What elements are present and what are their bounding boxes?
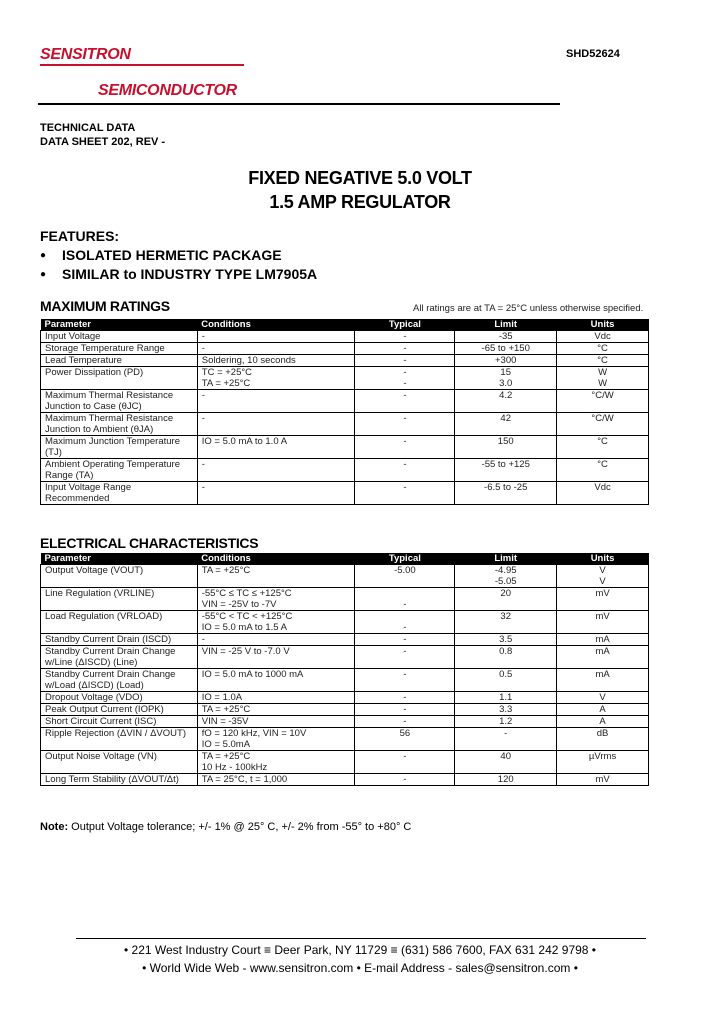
column-header: Typical: [355, 319, 455, 331]
table-row: [41, 774, 649, 786]
cell-limit: 15 3.0: [455, 367, 557, 390]
title-line-2: 1.5 AMP REGULATOR: [269, 192, 451, 212]
table-row: [41, 611, 649, 634]
cell-units: µVrms: [557, 751, 649, 774]
technical-data-label: TECHNICAL DATA: [40, 122, 136, 134]
cell-units: Vdc: [557, 331, 649, 343]
table-row: [41, 716, 649, 728]
cell-parameter: Maximum Thermal Resistance Junction to Case (θJC): [41, 390, 198, 413]
cell-limit: 1.2: [455, 716, 557, 728]
table-row: [41, 588, 649, 611]
cell-units: °C: [557, 459, 649, 482]
cell-typical: -: [355, 331, 455, 343]
cell-units: °C: [557, 355, 649, 367]
cell-units: mV: [557, 611, 649, 634]
column-header: Parameter: [41, 553, 198, 565]
table-row: [41, 413, 649, 436]
tolerance-note: [40, 821, 411, 833]
cell-units: dB: [557, 728, 649, 751]
cell-parameter: Maximum Thermal Resistance Junction to Ambient (θJA): [41, 413, 198, 436]
cell-conditions: Soldering, 10 seconds: [197, 355, 355, 367]
elec-char-heading: ELECTRICAL CHARACTERISTICS: [40, 535, 259, 551]
company-logo: [40, 46, 237, 100]
cell-limit: 0.8: [455, 646, 557, 669]
column-header: Parameter: [41, 319, 198, 331]
cell-conditions: IO = 5.0 mA to 1000 mA: [197, 669, 355, 692]
cell-typical: -: [355, 343, 455, 355]
cell-typical: 56: [355, 728, 455, 751]
max-ratings-table: [40, 319, 649, 505]
cell-parameter: Output Voltage (VOUT): [41, 565, 198, 588]
cell-conditions: -: [197, 634, 355, 646]
cell-parameter: Input Voltage: [41, 331, 198, 343]
cell-conditions: TC = +25°C TA = +25°C: [197, 367, 355, 390]
cell-conditions: TA = +25°C: [197, 704, 355, 716]
cell-parameter: Dropout Voltage (VDO): [41, 692, 198, 704]
cell-limit: 42: [455, 413, 557, 436]
cell-units: V V: [557, 565, 649, 588]
footer-contact: • World Wide Web - www.sensitron.com • E-mail Address - sales@sensitron.com •: [142, 961, 578, 975]
cell-limit: 20: [455, 588, 557, 611]
cell-typical: -: [355, 704, 455, 716]
cell-conditions: -: [197, 331, 355, 343]
table-row: [41, 565, 649, 588]
cell-parameter: Standby Current Drain (ISCD): [41, 634, 198, 646]
cell-conditions: -: [197, 459, 355, 482]
table-row: [41, 436, 649, 459]
features-heading: FEATURES:: [40, 228, 120, 244]
note-text: Output Voltage tolerance; +/- 1% @ 25° C, +/- 2% from -55° to +80° C: [68, 821, 412, 833]
cell-conditions: -55°C < TC < +125°C IO = 5.0 mA to 1.5 A: [197, 611, 355, 634]
electrical-characteristics-table: [40, 553, 649, 786]
cell-units: mV: [557, 774, 649, 786]
data-sheet-label: DATA SHEET 202, REV -: [40, 136, 166, 148]
table-row: [41, 704, 649, 716]
cell-typical: -: [355, 774, 455, 786]
cell-parameter: Load Regulation (VRLOAD): [41, 611, 198, 634]
cell-parameter: Standby Current Drain Change w/Load (ΔISCD) (Load): [41, 669, 198, 692]
cell-units: °C/W: [557, 390, 649, 413]
cell-parameter: Line Regulation (VRLINE): [41, 588, 198, 611]
table-row: [41, 355, 649, 367]
cell-limit: -: [455, 728, 557, 751]
cell-units: Vdc: [557, 482, 649, 505]
cell-limit: -65 to +150: [455, 343, 557, 355]
table-row: [41, 751, 649, 774]
column-header: Typical: [355, 553, 455, 565]
cell-conditions: TA = 25°C, t = 1,000: [197, 774, 355, 786]
table-row: [41, 634, 649, 646]
cell-limit: 1.1: [455, 692, 557, 704]
cell-units: mA: [557, 634, 649, 646]
cell-parameter: Ambient Operating Temperature Range (TA): [41, 459, 198, 482]
cell-limit: 3.3: [455, 704, 557, 716]
cell-parameter: Output Noise Voltage (VN): [41, 751, 198, 774]
ratings-note: All ratings are at TA = 25°C unless otherwise specified.: [413, 303, 644, 314]
cell-limit: 3.5: [455, 634, 557, 646]
cell-typical: -: [355, 390, 455, 413]
cell-typical: -: [355, 692, 455, 704]
cell-parameter: Lead Temperature: [41, 355, 198, 367]
table-row: [41, 331, 649, 343]
cell-limit: 120: [455, 774, 557, 786]
note-label: Note:: [40, 821, 69, 833]
cell-conditions: -: [197, 390, 355, 413]
table-row: [41, 669, 649, 692]
cell-parameter: Ripple Rejection (ΔVIN / ΔVOUT): [41, 728, 198, 751]
title-line-1: FIXED NEGATIVE 5.0 VOLT: [248, 168, 472, 188]
column-header: Units: [557, 553, 649, 565]
technical-data-block: [40, 121, 165, 149]
cell-typical: -: [355, 716, 455, 728]
cell-limit: 4.2: [455, 390, 557, 413]
cell-parameter: Peak Output Current (IOPK): [41, 704, 198, 716]
column-header: Units: [557, 319, 649, 331]
table-row: [41, 459, 649, 482]
feature-item: ● ISOLATED HERMETIC PACKAGE: [40, 247, 282, 263]
cell-limit: -35: [455, 331, 557, 343]
column-header: Limit: [455, 319, 557, 331]
cell-parameter: Input Voltage Range Recommended: [41, 482, 198, 505]
cell-units: °C: [557, 436, 649, 459]
column-header: Conditions: [197, 553, 355, 565]
table-row: [41, 646, 649, 669]
cell-typical: -: [355, 588, 455, 611]
cell-conditions: -: [197, 343, 355, 355]
cell-typical: -: [355, 413, 455, 436]
bullet-icon: ●: [40, 269, 47, 280]
cell-limit: -4.95 -5.05: [455, 565, 557, 588]
cell-conditions: -: [197, 413, 355, 436]
features-list: [40, 246, 317, 284]
cell-parameter: Power Dissipation (PD): [41, 367, 198, 390]
table-row: [41, 728, 649, 751]
cell-units: °C/W: [557, 413, 649, 436]
cell-limit: 0.5: [455, 669, 557, 692]
cell-typical: -: [355, 436, 455, 459]
cell-parameter: Short Circuit Current (ISC): [41, 716, 198, 728]
table-header-row: [41, 553, 649, 565]
cell-units: A: [557, 716, 649, 728]
cell-conditions: TA = +25°C: [197, 565, 355, 588]
column-header: Limit: [455, 553, 557, 565]
cell-conditions: VIN = -25 V to -7.0 V: [197, 646, 355, 669]
cell-conditions: -: [197, 482, 355, 505]
cell-limit: +300: [455, 355, 557, 367]
table-row: [41, 482, 649, 505]
cell-limit: -6.5 to -25: [455, 482, 557, 505]
cell-units: A: [557, 704, 649, 716]
table-row: [41, 367, 649, 390]
cell-conditions: IO = 5.0 mA to 1.0 A: [197, 436, 355, 459]
table-row: [41, 390, 649, 413]
footer-address: • 221 West Industry Court ≡ Deer Park, NY 11729 ≡ (631) 586 7600, FAX 631 242 9798 •: [123, 943, 596, 957]
table-row: [41, 692, 649, 704]
cell-typical: -: [355, 611, 455, 634]
cell-units: °C: [557, 343, 649, 355]
cell-parameter: Standby Current Drain Change w/Line (ΔISCD) (Line): [41, 646, 198, 669]
page-title: [0, 166, 720, 214]
cell-units: mA: [557, 669, 649, 692]
cell-limit: 40: [455, 751, 557, 774]
logo-line-2: SEMICONDUCTOR: [98, 82, 237, 99]
cell-parameter: Storage Temperature Range: [41, 343, 198, 355]
header-divider: [38, 103, 560, 105]
logo-underline: [98, 64, 244, 66]
table-row: [41, 343, 649, 355]
table-header-row: [41, 319, 649, 331]
cell-conditions: fO = 120 kHz, VIN = 10V IO = 5.0mA: [197, 728, 355, 751]
cell-units: mA: [557, 646, 649, 669]
cell-parameter: Maximum Junction Temperature (TJ): [41, 436, 198, 459]
cell-typical: -5.00: [355, 565, 455, 588]
footer-divider: [76, 938, 646, 939]
cell-units: mV: [557, 588, 649, 611]
cell-typical: -: [355, 634, 455, 646]
cell-typical: -: [355, 355, 455, 367]
cell-typical: -: [355, 669, 455, 692]
cell-units: W W: [557, 367, 649, 390]
cell-units: V: [557, 692, 649, 704]
cell-limit: 150: [455, 436, 557, 459]
cell-parameter: Long Term Stability (ΔVOUT/Δt): [41, 774, 198, 786]
cell-typical: - -: [355, 367, 455, 390]
column-header: Conditions: [197, 319, 355, 331]
cell-typical: -: [355, 459, 455, 482]
cell-limit: 32: [455, 611, 557, 634]
cell-typical: -: [355, 646, 455, 669]
document-code: SHD52624: [566, 48, 620, 60]
cell-conditions: VIN = -35V: [197, 716, 355, 728]
max-ratings-heading: MAXIMUM RATINGS: [40, 298, 170, 314]
logo-line-1: SENSITRON: [40, 46, 131, 63]
cell-limit: -55 to +125: [455, 459, 557, 482]
bullet-icon: ●: [40, 250, 47, 261]
cell-typical: -: [355, 751, 455, 774]
cell-conditions: IO = 1.0A: [197, 692, 355, 704]
cell-conditions: TA = +25°C 10 Hz - 100kHz: [197, 751, 355, 774]
feature-item: ● SIMILAR to INDUSTRY TYPE LM7905A: [40, 266, 318, 282]
cell-conditions: -55°C ≤ TC ≤ +125°C VIN = -25V to -7V: [197, 588, 355, 611]
cell-typical: -: [355, 482, 455, 505]
